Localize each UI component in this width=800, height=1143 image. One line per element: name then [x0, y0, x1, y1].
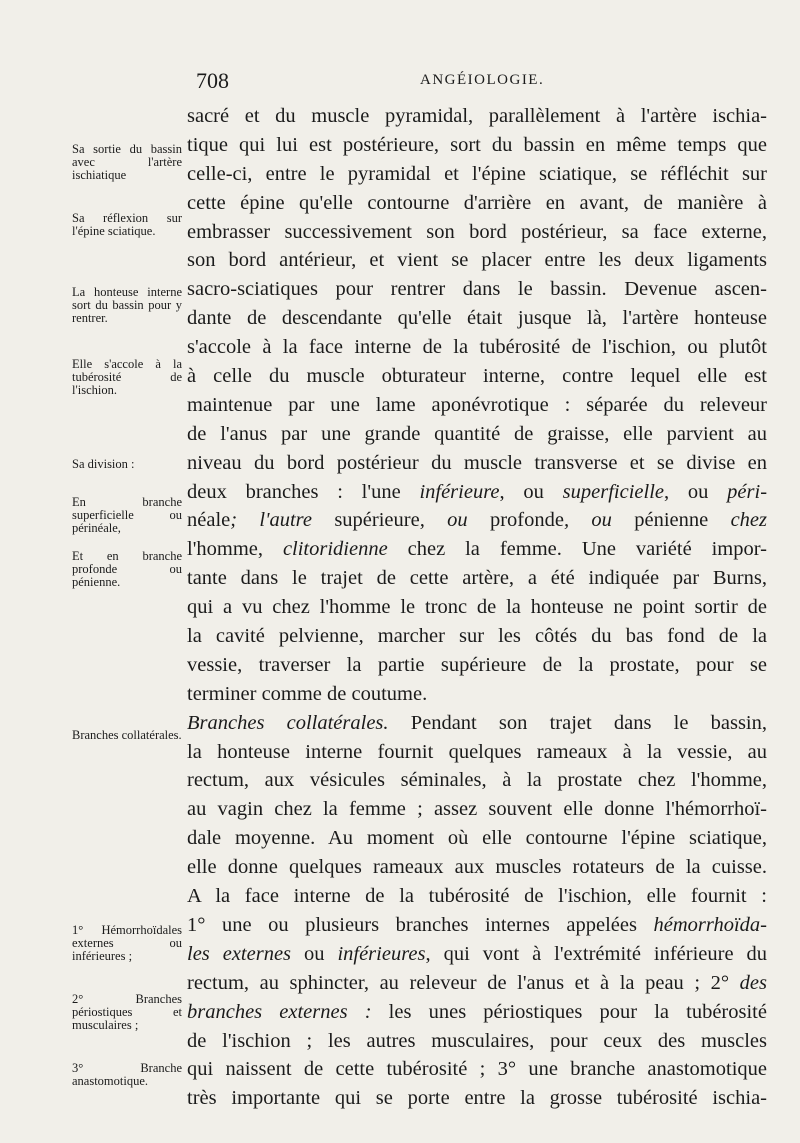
- body-line: A la face interne de la tubérosité de l'ischion, elle fournit :: [187, 885, 767, 908]
- body-line: les externes ou inférieures, qui vont à l'extrémité inférieure du: [187, 942, 768, 965]
- body-line: de l'ischion ; les autres musculaires, pour ceux des muscles: [187, 1029, 767, 1052]
- body-line: elle donne quelques rameaux aux muscles rotateurs de la cuisse.: [187, 856, 767, 879]
- italic-term: ; l'autre: [230, 509, 335, 532]
- body-line: tique qui lui est postérieure, sort du bassin en même temps que: [187, 133, 767, 156]
- body-line: terminer comme de coutume.: [187, 682, 428, 705]
- body-line: rectum, aux vésicules séminales, à la prostate chez l'homme,: [187, 769, 767, 792]
- body-line: de l'anus par une grande quantité de graisse, elle parvient au: [187, 422, 767, 445]
- body-line: très importante qui se porte entre la grosse tubérosité ischia-: [187, 1087, 767, 1110]
- italic-term: , ou: [419, 509, 490, 532]
- body-line: l'homme, clitoridienne chez la femme. Une variété impor-: [187, 538, 767, 561]
- body-line: dante de descendante qu'elle était jusque là, l'artère honteuse: [187, 307, 767, 330]
- body-line: niveau du bord postérieur du muscle transverse et se divise en: [187, 451, 767, 474]
- body-line: embrasser successivement son bord postérieur, sa face externe,: [187, 220, 767, 243]
- italic-term: Branches collatérales.: [187, 711, 389, 734]
- margin-note-collaterales: Branches collatérales.: [72, 728, 182, 742]
- body-line: rectum, au sphincter, au releveur de l'anus et à la peau ; 2° des: [187, 971, 767, 994]
- body-line: tante dans le trajet de cette artère, a été indiquée par Burns,: [187, 567, 767, 590]
- body-line: celle-ci, entre le pyramidal et l'épine sciatique, se réfléchit sur: [187, 162, 767, 185]
- body-line: néale; l'autre supérieure, ou profonde, ou pénienne chez: [187, 509, 768, 532]
- body-line: 1° une ou plusieurs branches internes appelées hémorrhoïda-: [187, 913, 767, 936]
- margin-note-honteuse: La honteuse interne sort du bassin pour y rentrer.: [72, 285, 182, 325]
- italic-term: inférieures: [337, 942, 426, 965]
- margin-note-accole: Elle s'accole à la tubérosité de l'ischion.: [72, 357, 182, 397]
- italic-term: branches externes :: [187, 1000, 372, 1023]
- italic-term: hémorrhoïda-: [653, 913, 767, 936]
- margin-note-division: Sa division :: [72, 457, 135, 471]
- page-header: [0, 68, 800, 98]
- body-line: la honteuse interne fournit quelques rameaux à la vessie, au: [187, 740, 767, 763]
- italic-term: clitoridienne: [282, 538, 388, 561]
- italic-term: superficielle: [562, 480, 665, 503]
- body-line: qui naissent de cette tubérosité ; 3° une branche anastomotique: [187, 1058, 767, 1081]
- italic-term: des: [739, 971, 767, 994]
- body-line: s'accole à la face interne de la tubérosité de l'ischion, ou plutôt: [187, 336, 767, 359]
- body-line: qui a vu chez l'homme le tronc de la honteuse ne point sortir de: [187, 596, 767, 619]
- body-line: Branches collatérales. Pendant son trajet dans le bassin,: [187, 711, 767, 734]
- margin-note-periostiques: 2° Branches périostiques et musculaires ;: [72, 992, 182, 1032]
- body-line: au vagin chez la femme ; assez souvent elle donne l'hémorrhoï-: [187, 798, 767, 821]
- margin-note-branche-profonde: Et en branche profonde ou pénienne.: [72, 549, 182, 589]
- running-title: ANGÉIOLOGIE.: [420, 72, 545, 88]
- body-line: branches externes : les unes périostiques pour la tubérosité: [187, 1000, 767, 1023]
- italic-term: , ou: [563, 509, 635, 532]
- body-line: à celle du muscle obturateur interne, contre lequel elle est: [187, 365, 767, 388]
- italic-term: les externes: [187, 942, 292, 965]
- italic-term: péri-: [727, 480, 768, 503]
- body-line: sacré et du muscle pyramidal, parallèlement à l'artère ischia-: [187, 105, 767, 127]
- body-line: vessie, traverser la partie supérieure de la prostate, pour se: [187, 653, 767, 676]
- body-line: sacro-sciatiques pour rentrer dans le bassin. Devenue ascen-: [187, 278, 767, 301]
- margin-note-branche-superficielle: En branche superficielle ou périnéale,: [72, 495, 182, 535]
- margin-note-anastomotique: 3° Branche anastomotique.: [72, 1061, 182, 1088]
- page-number: 708: [196, 68, 229, 93]
- margin-note-reflexion: Sa réflexion sur l'épine sciatique.: [72, 211, 182, 238]
- margin-note-sortie: Sa sortie du bassin avec l'artère ischiatique: [72, 142, 182, 182]
- body-text: [187, 102, 767, 1113]
- margin-note-hemorrhoidales: 1° Hémorrhoïdales externes ou inférieures ;: [72, 923, 182, 963]
- italic-term: inférieure: [419, 480, 500, 503]
- body-line: son bord antérieur, et vient se placer entre les deux ligaments: [187, 249, 767, 272]
- body-line: maintenue par une lame aponévrotique : séparée du releveur: [187, 393, 767, 416]
- body-line: la cavité pelvienne, marcher sur les côtés du bas fond de la: [187, 625, 767, 648]
- italic-term: chez: [708, 509, 768, 532]
- body-line: dale moyenne. Au moment où elle contourne l'épine sciatique,: [187, 827, 767, 850]
- body-line: cette épine qu'elle contourne d'arrière en avant, de manière à: [187, 191, 767, 214]
- body-line: deux branches : l'une inférieure, ou superficielle, ou péri-: [187, 480, 768, 503]
